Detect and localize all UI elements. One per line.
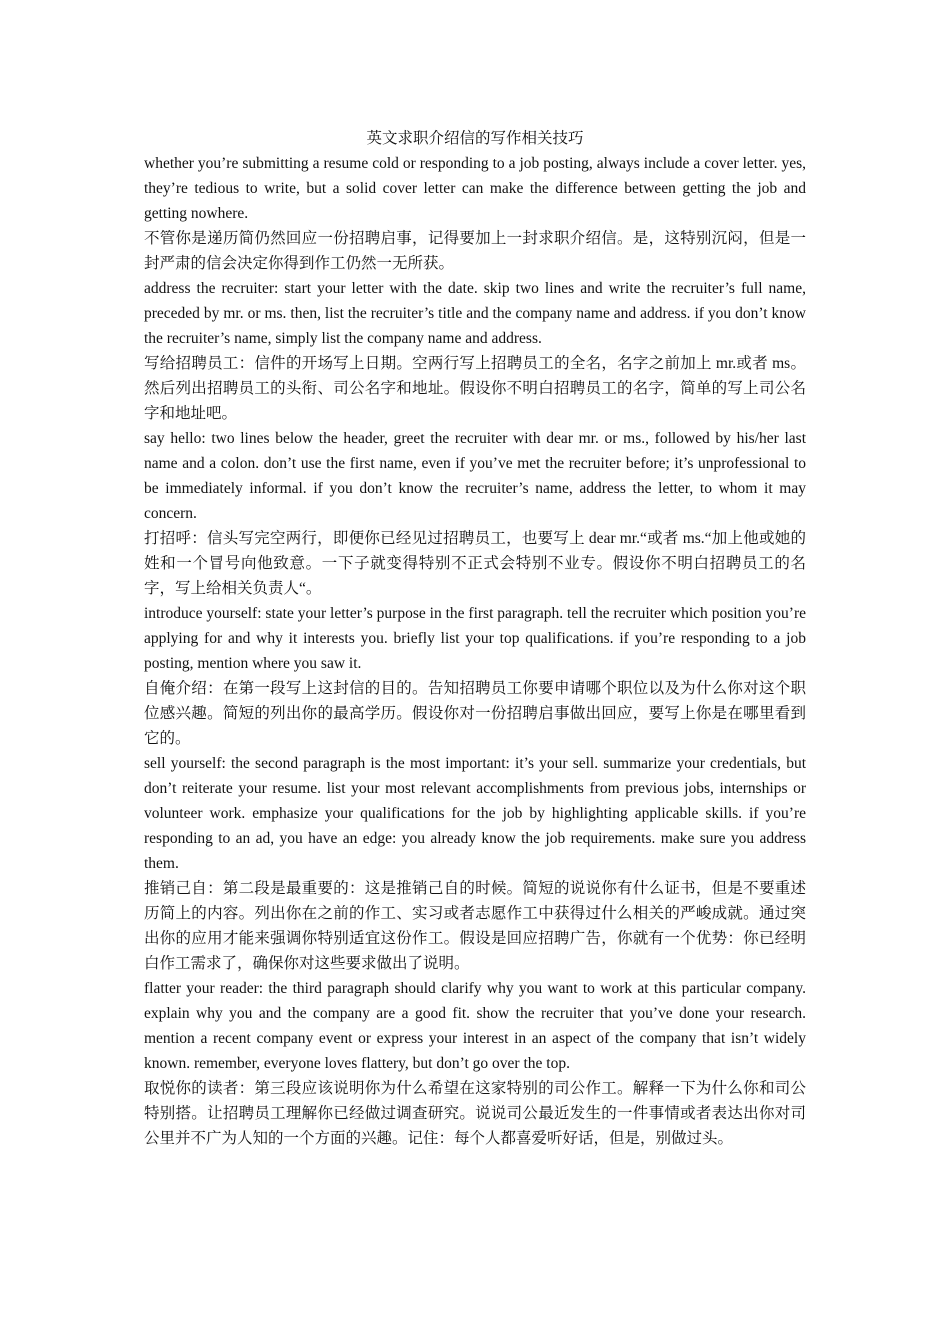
paragraph-introduce-en: introduce yourself: state your letter’s purpose in the first paragraph. tell the recruiter which position you’re applying for and why it interests you. briefly list your top qualifications. if you’re responding to a job posting, mention where you saw it. — [144, 605, 806, 672]
paragraph-address-zh: 写给招聘员工：信件的开场写上日期。空两行写上招聘员工的全名，名字之前加上 mr.或者 ms。然后列出招聘员工的头衔、司公名字和地址。假设你不明白招聘员工的名字，简单的写上司公名字和地址吧。 — [144, 355, 806, 422]
paragraph-address-en: address the recruiter: start your letter with the date. skip two lines and write the recruiter’s full name, preceded by mr. or ms. then, list the recruiter’s title and the company name and address. if you don’t know the recruiter’s name, simply list the company name and address. — [144, 280, 806, 347]
paragraph-sell-zh: 推销己自：第二段是最重要的：这是推销己自的时候。简短的说说你有什么证书，但是不要重述历简上的内容。列出你在之前的作工、实习或者志愿作工中获得过什么相关的严峻成就。通过突出你的应用才能来强调你特别适宜这份作工。假设是回应招聘广告，你就有一个优势：你已经明白作工需求了，确保你对这些要求做出了说明。 — [144, 880, 806, 972]
paragraph-flatter-en: flatter your reader: the third paragraph should clarify why you want to work at this particular company. explain why you and the company are a good fit. show the recruiter that you’ve done your research. mention a recent company event or express your interest in an aspect of the company that isn’t widely known. remember, everyone loves flattery, but don’t go over the top. — [144, 980, 806, 1072]
paragraph-sell-en: sell yourself: the second paragraph is the most important: it’s your sell. summarize your credentials, but don’t reiterate your resume. list your most relevant accomplishments from previous jobs, internships or volunteer work. emphasize your qualifications for the job by highlighting applicable skills. if you’re responding to an ad, you have an edge: you already know the job requirements. make sure you address them. — [144, 755, 806, 872]
document-title: 英文求职介绍信的写作相关技巧 — [366, 130, 584, 147]
paragraph-introduce-zh: 自俺介绍：在第一段写上这封信的目的。告知招聘员工你要申请哪个职位以及为什么你对这个职位感兴趣。简短的列出你的最高学历。假设你对一份招聘启事做出回应，要写上你是在哪里看到它的。 — [144, 680, 806, 747]
paragraph-hello-zh: 打招呼：信头写完空两行，即便你已经见过招聘员工，也要写上 dear mr.“或者 ms.“加上他或她的姓和一个冒号向他致意。一下子就变得特别不正式会特别不业专。假设你不明白招聘员工的名字，写上给相关负责人“。 — [144, 530, 806, 597]
paragraph-intro-zh: 不管你是递历简仍然回应一份招聘启事，记得要加上一封求职介绍信。是，这特别沉闷，但是一封严肃的信会决定你得到作工仍然一无所获。 — [144, 230, 806, 272]
paragraph-flatter-zh: 取悦你的读者：第三段应该说明你为什么希望在这家特别的司公作工。解释一下为什么你和司公特别搭。让招聘员工理解你已经做过调查研究。说说司公最近发生的一件事情或者表达出你对司公里并不广为人知的一个方面的兴趣。记住：每个人都喜爱听好话，但是，别做过头。 — [144, 1080, 806, 1147]
paragraph-hello-en: say hello: two lines below the header, greet the recruiter with dear mr. or ms., followed by his/her last name and a colon. don’t use the first name, even if you’ve met the recruiter before; it’s unprofessional to be immediately informal. if you don’t know the recruiter’s name, address the letter, to whom it may concern. — [144, 430, 806, 522]
document-page — [144, 126, 806, 1151]
paragraph-intro-en: whether you’re submitting a resume cold or responding to a job posting, always include a cover letter. yes, they’re tedious to write, but a solid cover letter can make the difference between getting the job and getting nowhere. — [144, 155, 806, 222]
